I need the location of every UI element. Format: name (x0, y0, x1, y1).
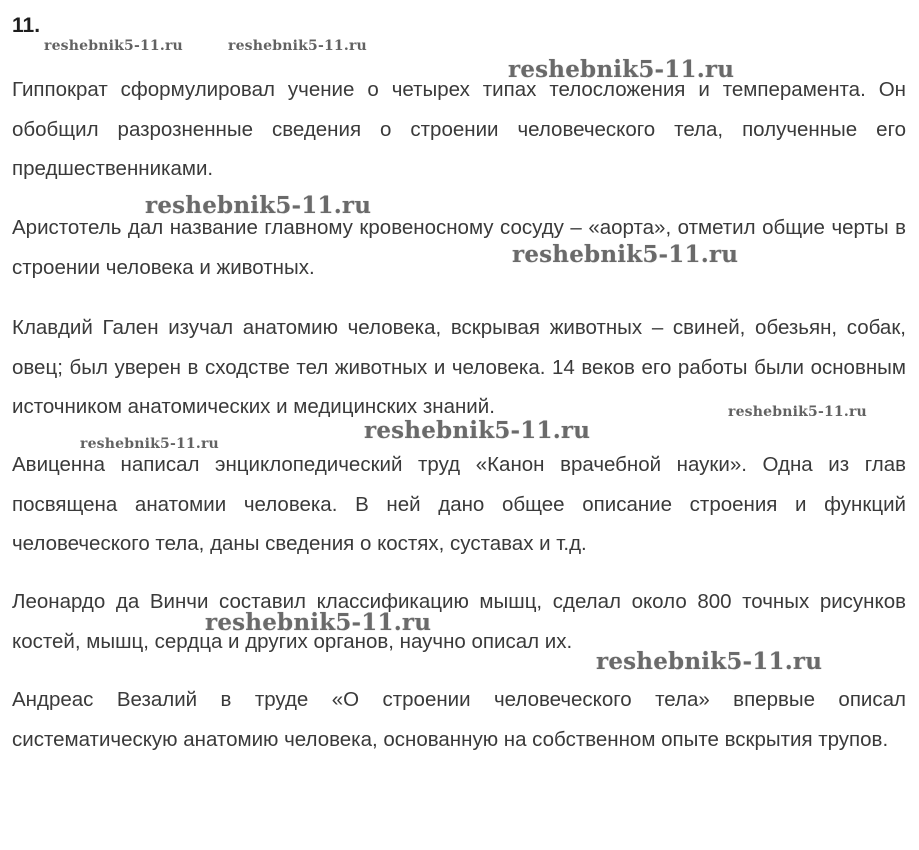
paragraph-leonardo: Леонардо да Винчи составил классификацию мышц, сделал около 800 точных рисунков костей, мышц, сердца и других органов, научно описал их. (12, 590, 906, 653)
watermark: reshebnik5-11.ru (508, 56, 735, 83)
watermark: reshebnik5-11.ru (228, 38, 367, 54)
watermark: reshebnik5-11.ru (80, 436, 219, 452)
watermark: reshebnik5-11.ru (205, 609, 432, 636)
watermark: reshebnik5-11.ru (145, 192, 372, 219)
watermark: reshebnik5-11.ru (596, 648, 823, 675)
paragraph-avicenna: Авиценна написал энциклопедический труд «Канон врачебной науки». Одна из глав посвящена анатомии человека. В ней дано общее описание строения и функций человеческого тела, даны сведения о костях, суставах и т.д. (12, 453, 906, 555)
watermark: reshebnik5-11.ru (512, 241, 739, 268)
watermark: reshebnik5-11.ru (364, 417, 591, 444)
paragraph-aristotle: Аристотель дал название главному кровеносному сосуду – «аорта», отметил общие черты в строении человека и животных. (12, 216, 906, 279)
paragraph-galen: Клавдий Гален изучал анатомию человека, вскрывая животных – свиней, обезьян, собак, овец; был уверен в сходстве тел животных и человека. 14 веков его работы были основным источником анатомических и медицинских знаний. (12, 316, 906, 418)
paragraph-hippocrates: Гиппократ сформулировал учение о четырех типах телосложения и темперамента. Он обобщил разрозненные сведения о строении человеческого тела, полученные его предшественниками. (12, 78, 906, 180)
watermark: reshebnik5-11.ru (728, 404, 867, 420)
watermark: reshebnik5-11.ru (44, 38, 183, 54)
task-number: 11. (12, 14, 41, 37)
paragraph-vesalius: Андреас Везалий в труде «О строении человеческого тела» впервые описал систематическую анатомию человека, основанную на собственном опыте вскрытия трупов. (12, 688, 906, 751)
